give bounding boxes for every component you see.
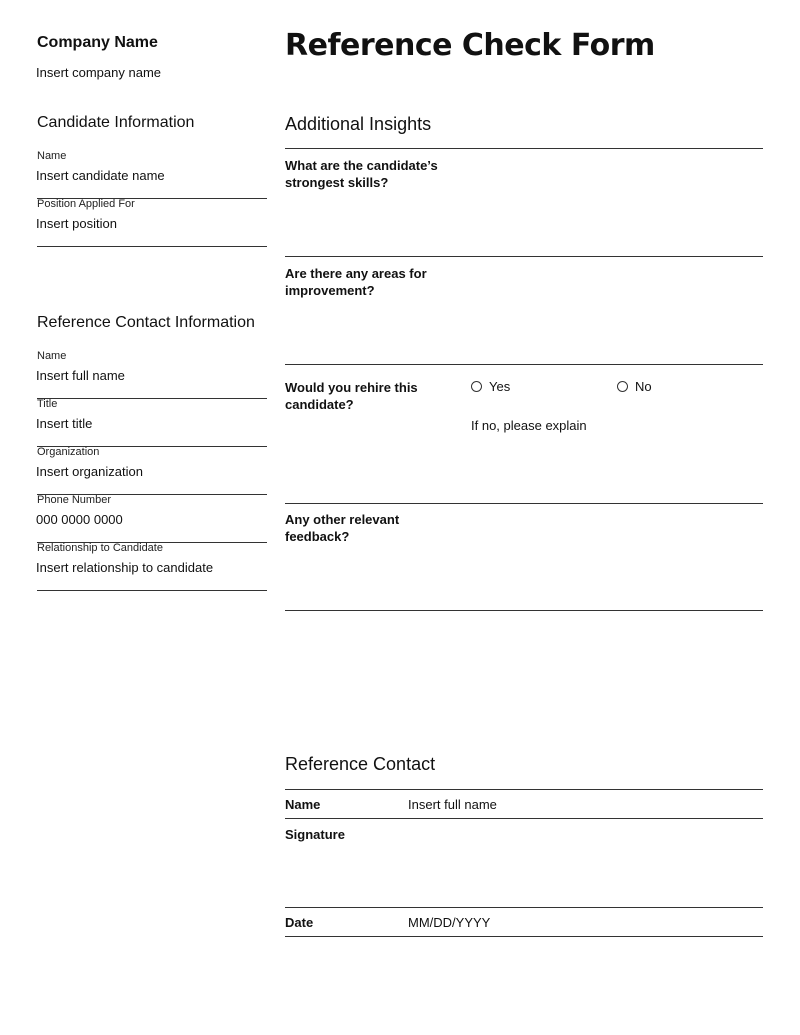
divider [285, 907, 763, 908]
reference-contact-info-heading: Reference Contact Information [37, 314, 255, 331]
rehire-explain-prompt[interactable]: If no, please explain [471, 418, 587, 433]
reference-contact-heading: Reference Contact [285, 754, 436, 774]
field-value[interactable]: Insert relationship to candidate [36, 560, 214, 575]
divider [285, 936, 763, 937]
field-value[interactable]: Insert organization [36, 464, 143, 479]
reference-name-field[interactable] [37, 350, 267, 399]
rehire-no-radio[interactable] [617, 379, 652, 394]
reference-phone-field[interactable] [37, 494, 267, 543]
radio-label: No [635, 379, 652, 394]
reference-relationship-field[interactable] [37, 542, 267, 591]
divider [285, 789, 763, 790]
radio-label: Yes [489, 379, 511, 394]
page-title: Reference Check Form [285, 28, 655, 63]
field-label: Organization [37, 446, 100, 458]
field-value[interactable]: Insert position [36, 216, 117, 231]
radio-circle-icon[interactable] [617, 381, 628, 392]
company-name-field[interactable]: Insert company name [36, 65, 162, 80]
date-label: Date [285, 915, 314, 930]
question-other-feedback: Any other relevant feedback? [285, 512, 400, 544]
field-value[interactable]: Insert title [36, 416, 93, 431]
rehire-yes-radio[interactable] [471, 379, 510, 394]
field-value[interactable]: 000 0000 0000 [36, 512, 123, 527]
date-value[interactable]: MM/DD/YYYY [408, 915, 491, 930]
additional-insights-heading: Additional Insights [285, 114, 432, 134]
divider [285, 503, 763, 504]
field-label: Phone Number [37, 494, 111, 506]
field-label: Position Applied For [37, 198, 135, 210]
field-label: Title [37, 398, 58, 410]
candidate-info-heading: Candidate Information [37, 114, 195, 131]
radio-circle-icon[interactable] [471, 381, 482, 392]
reference-name-label: Name [285, 797, 321, 812]
divider [285, 256, 763, 257]
field-value[interactable]: Insert full name [36, 368, 125, 383]
divider [285, 610, 763, 611]
question-areas-improvement: Are there any areas for improvement? [285, 266, 427, 298]
divider [285, 148, 763, 149]
field-label: Name [37, 350, 67, 362]
reference-organization-field[interactable] [37, 446, 267, 495]
reference-name-value[interactable]: Insert full name [408, 797, 497, 812]
question-rehire: Would you rehire this candidate? [285, 380, 418, 412]
field-label: Relationship to Candidate [37, 542, 163, 554]
reference-title-field[interactable] [37, 398, 267, 447]
field-value[interactable]: Insert candidate name [36, 168, 165, 183]
field-label: Name [37, 150, 67, 162]
candidate-position-field[interactable] [37, 198, 267, 247]
divider [285, 818, 763, 819]
candidate-name-field[interactable] [37, 150, 267, 199]
divider [285, 364, 763, 365]
question-strongest-skills: What are the candidate’s strongest skills? [285, 158, 438, 190]
company-name-heading: Company Name [37, 34, 158, 51]
signature-label: Signature [285, 827, 345, 842]
